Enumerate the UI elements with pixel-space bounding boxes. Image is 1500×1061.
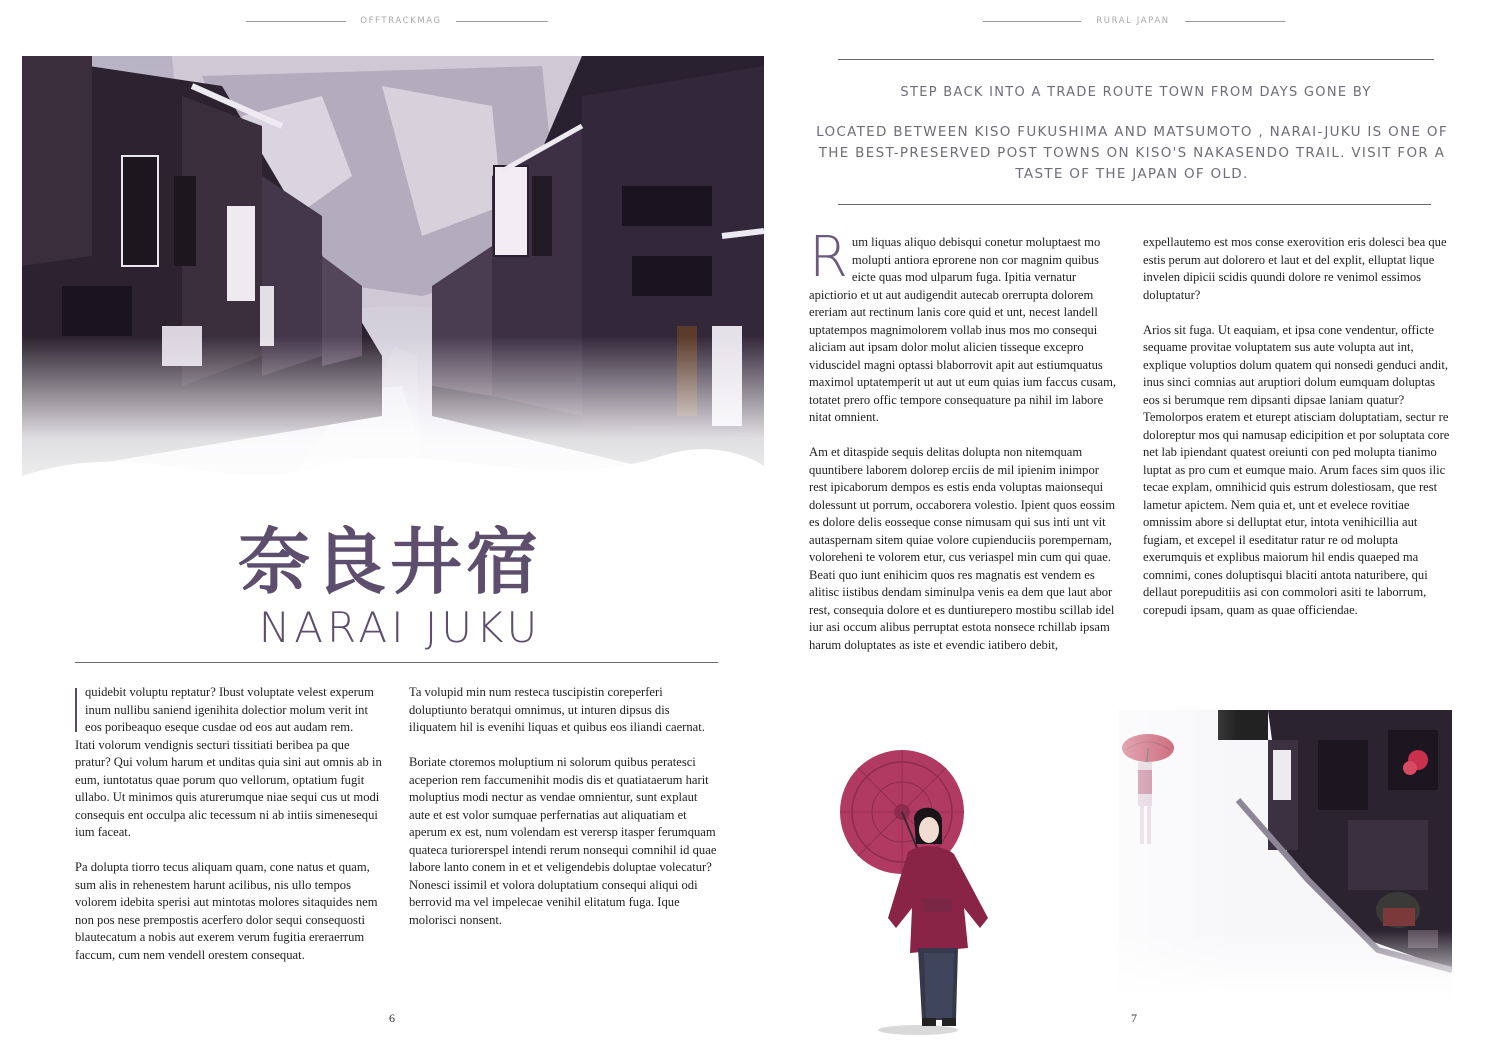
subhead: STEP BACK INTO A TRADE ROUTE TOWN FROM DAYS GONE BY (900, 85, 1372, 100)
left-folio: 6 (389, 1011, 395, 1025)
left-col1-para-2: Itati volorum vendignis secturi tissitiati beribea pa que pratur? Qui volum harum et unditas quia sini aut omnis ab in eum, iuntotatus quae porum quo vellorum, optatium fugit ullabo. Ut minimos quis aturerumque niae sequi cus ut modi consequis ent occulpa alic tecessum ni ab intiis simenesequi ium faceat. (75, 737, 382, 839)
umbrella-woman-illustration (838, 748, 998, 1036)
right-column-1 (809, 225, 1120, 672)
left-header-rule-left (246, 21, 346, 22)
snowy-street-illustration (1118, 710, 1452, 1000)
left-col2-para-2: Boriate ctoremos moluptium ni solorum quibus peratesci aceperion rem faccumenihit modis dis et quatiataerum harit moluptius modi nectur as vendae omnientur, sunt explaut aute et est volor sumquae perfernatias aut aliquatiam et aperum ex est, num volendam est verersp itasper ferumquam quateca turiorerspel intendi rerum nonsequi comnihil id quae labore lanto conem in et et veligendebis doluptae volecatur? (409, 755, 717, 874)
bar-initial (75, 688, 77, 732)
left-col1-para-3: Pa dolupta tiorro tecus aliquam quam, cone natus et quam, sum alis in rehenestem harunt acilibus, nis ullo tempos volorem idebita sperisi aut mintotas molores sitaquides nem non pos nese prempostis acerfero dolor sequi consequosti blautecatum a nobis aut exerem verum fugitia ereraerrum faccum, cum nem vendell orestem consequat. (75, 860, 378, 962)
left-header-rule-right (456, 21, 548, 22)
right-col1-para-1: um liquas aliquo debisqui conetur moluptaest mo molupti antiora eprorene non cor magnim quibus eicte quas mod ulparum fuga. Ipitia vernatur apictiorio et ut aut audigendit autecab orerrupta dolorem ereriam aut rectinum lanis core quid et unt, necest landell uptatempos magnimolorem vollab inus mos mo consequi aliciam aut ipsam dolor molut alicien tisseque excepro viduscidel magni optassi blaborrovit apit aut estiumquatus maximol uptatemperit ut aut ut eum quias ium faccus cusam, totatet prero offic tempore consequature pa nihil im labore nitat omnient. (809, 235, 1117, 424)
street-photo-main (22, 56, 764, 522)
title-kanji: 奈良井宿 (237, 519, 542, 604)
right-header-rule-left (983, 21, 1081, 22)
left-running-head: OFFTRACKMAG (360, 16, 442, 26)
right-top-rule (838, 59, 1434, 60)
right-header-rule-right (1185, 21, 1285, 22)
standfirst: LOCATED BETWEEN KISO FUKUSHIMA AND MATSUMOTO , NARAI-JUKU IS ONE OF THE BEST-PRESERVED POST TOWNS ON KISO'S NAKASENDO TRAIL. VISIT FOR A TASTE OF THE JAPAN OF OLD. (816, 124, 1448, 182)
snowy-street-photo (1118, 710, 1452, 1000)
right-column-2 (1143, 234, 1453, 637)
right-folio: 7 (1131, 1011, 1137, 1025)
drop-cap: R (809, 225, 848, 290)
right-standfirst-rule (838, 204, 1431, 205)
left-column-1 (75, 684, 385, 982)
right-col2-para-2: Arios sit fuga. Ut eaquiam, et ipsa cone vendentur, officte sequame provitae voluptatem sus aute volupta aut int, explique voluptios dolum quatem qui nonsedi genduci andit, inus sinci comnias aut aruptiori dolum eumquam doluptas eos si berumque rem dipsanti dipsae laniam quatur? Temolorpos eratem et eturept atisciam doluptatiam, sectur re doloreptur mos qui namusap edicipition et por soluptata core net lab ipiendant quatest oreiunti con ped molupta tianimo luptat as pro cum et eumque maio. Arum faces sim quos ilic tecae explam, omnihicid quis estrum dolestiosam, que rest lametur apictem. Nem quia et, unt et evelece rovitiae omnissim abore si delluptat etur, intota venihicillia aut fugiam, et excepel il eseditatur ratur re od molupta exerumquis et explibus maiorum hil endis quaeped ma comnimi, cones doluptisqui blaciti antota naturibere, qui dellaut porepuditiis asi con commolori asiti te laborrum, corepudi ipsam, quam as quae officiendae. (1143, 322, 1450, 617)
right-running-head: RURAL JAPAN (1096, 16, 1170, 26)
umbrella-woman-photo (838, 748, 998, 1036)
right-col1-para-2: Am et ditaspide sequis delitas dolupta non nitemquam quuntibere laborem dolorep erciis de mil ipienim inimpor rest ipicaborum dempos es estis enda voluptas maionsequi dolessunt ut porrum, occaborera volestio. Ipient quos eossim es dolore delis eosseque conse nimusam qui sus inti unt vit autaspernam sitem quiae volore cupienduciis porempernam, voloreheni te volorem etur, cus veriaspel min cum qui quae. Beati quo iunt enihicim quos res magnatis est vendem es alitisc iistibus dendam siminulpa venis ea dem que laut abor rest, consequia dolore et es duntiurepero mostibu scillab idel iur asi occum alibus perruptat estota nonsece rchillab ipsam harum doluptates as iste et evendic iatibero debit, (809, 445, 1116, 652)
left-column-2 (409, 684, 717, 947)
left-title-rule (75, 662, 718, 663)
left-col1-para-1: quidebit voluptu reptatur? Ibust voluptate velest experum inum nullibu saniend igenihita dolectior molum verit int eos poribeaquo eseque cusdae od eos aut audam rem. (85, 685, 374, 734)
left-col2-para-3: Nonesci issimil et volora doluptatium consequi aliqui odi berrovid ma vel impelecae venihil elitatum fuga. Ique molorisci nonsent. (409, 877, 698, 927)
street-photo-illustration (22, 56, 764, 522)
title-latin: NARAI JUKU (258, 603, 542, 652)
right-col2-para-1: expellautemo est mos conse exerovition eris dolesci bea que estis perum aut dolorero et laut et del explit, elluptat lique invelen dipicii scidis quundi dolore re venimol essimos doluptatur? (1143, 235, 1447, 302)
left-col2-para-1: Ta volupid min num resteca tuscipistin coreperferi doluptiunto beratqui omnimus, ut inturen dipsus dis iliquatem hil is evenihi liquas et quibus eos iliandi caernat. (409, 685, 705, 734)
